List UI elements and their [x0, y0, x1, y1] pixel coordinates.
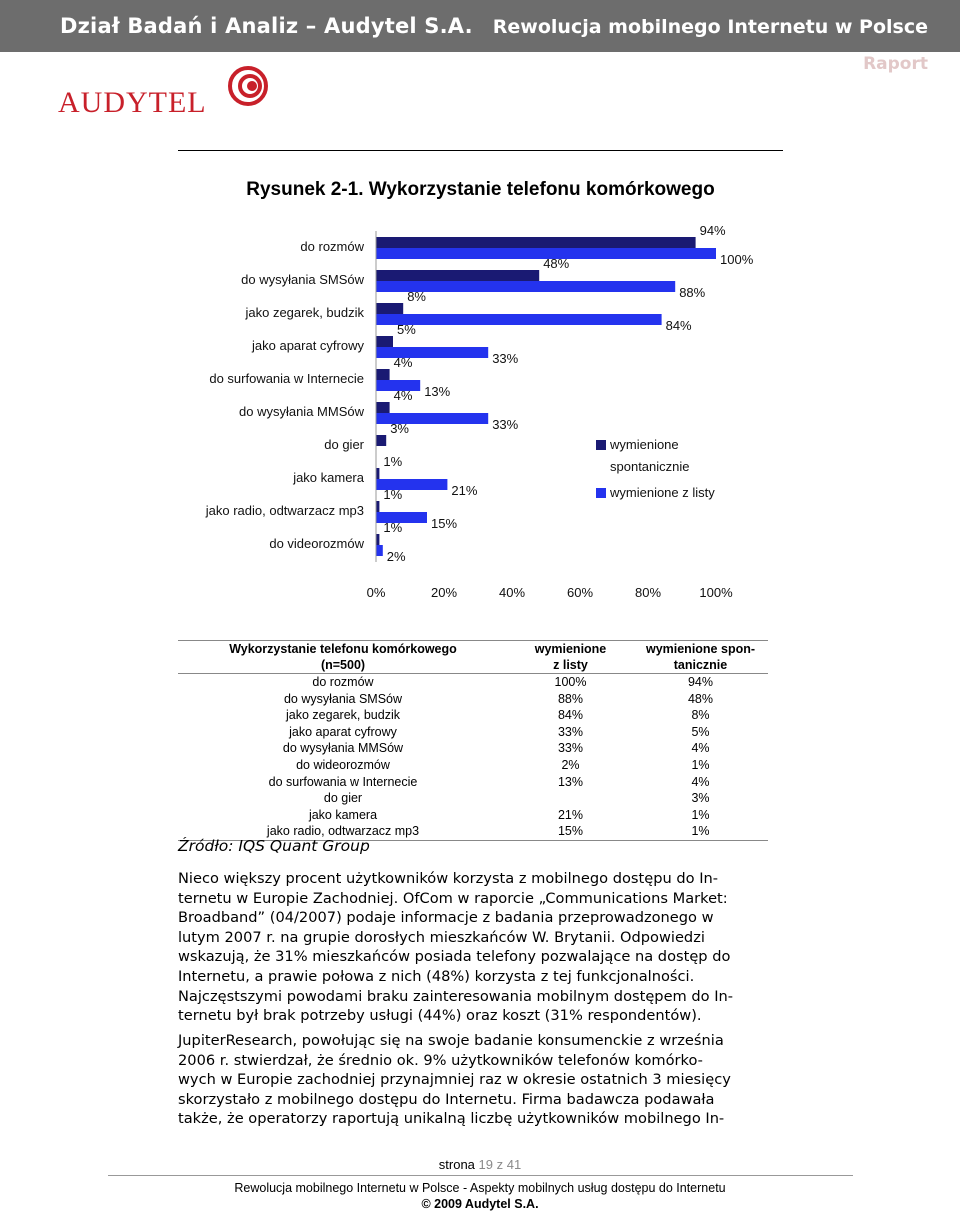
legend-label: wymienione z listy — [610, 485, 715, 500]
text-line: Nieco większy procent użytkowników korzysta z mobilnego dostępu do In- — [178, 870, 719, 887]
footer-copyright: © 2009 Audytel S.A. — [421, 1197, 539, 1211]
table-cell: do gier — [323, 791, 363, 806]
paragraph-ofcom — [178, 869, 784, 1026]
table-row — [178, 774, 768, 791]
header-line: wymienione — [534, 642, 607, 656]
category-label: do rozmów — [300, 239, 364, 254]
table-cell: jako radio, odtwarzacz mp3 — [178, 823, 508, 840]
data-label-spontaneous: 8% — [407, 289, 426, 304]
figure-title: Rysunek 2-1. Wykorzystanie telefonu komórkowego — [178, 150, 783, 201]
header-report-title: Rewolucja mobilnego Internetu w Polsce — [492, 16, 928, 38]
page-indicator — [0, 1157, 960, 1172]
table-cell: do rozmów — [312, 675, 374, 689]
logo-text: AUDYTEL — [58, 86, 207, 119]
table-cell: 94% — [687, 675, 714, 689]
data-label-from-list: 88% — [679, 285, 706, 300]
table-row — [178, 674, 768, 691]
table-header-category — [178, 641, 508, 674]
text-line: ternetu w Europie Zachodniej. OfCom w raporcie „Communications Market: — [178, 889, 728, 907]
bar-spontaneous — [376, 303, 403, 314]
header-line: z listy — [553, 658, 588, 672]
bar-from-list — [376, 314, 662, 325]
page-number: 19 z 41 — [478, 1157, 522, 1172]
logo-swirl-icon — [230, 68, 266, 104]
bar-spontaneous — [376, 270, 539, 281]
data-label-spontaneous: 1% — [383, 454, 403, 469]
bar-from-list — [376, 545, 383, 556]
table-cell: 21% — [557, 807, 584, 822]
bar-chart — [0, 225, 960, 610]
table-cell: 33% — [557, 724, 584, 739]
table-row — [178, 807, 768, 824]
data-label-from-list: 100% — [720, 252, 754, 267]
data-label-from-list: 2% — [386, 549, 406, 564]
data-label-spontaneous: 3% — [390, 421, 409, 436]
table-cell: jako zegarek, budzik — [286, 708, 400, 723]
table-cell: 4% — [691, 774, 710, 789]
legend-swatch-from-list — [596, 488, 606, 498]
x-tick-label: 60% — [566, 585, 594, 600]
paragraph-jupiter — [178, 1031, 784, 1129]
table-cell: 4% — [691, 741, 710, 756]
text-line: JupiterResearch, powołując się na swoje badanie konsumenckie z września — [178, 1032, 724, 1049]
table-cell: 48% — [687, 691, 714, 706]
table-row — [178, 707, 768, 724]
data-label-spontaneous: 4% — [393, 355, 413, 370]
text-line: skorzystało z mobilnego dostępu do Internetu. Firma badawcza podawała — [178, 1090, 715, 1108]
bar-spontaneous — [376, 435, 386, 446]
data-label-spontaneous: 5% — [397, 322, 416, 337]
source-note: Źródło: IQS Quant Group — [178, 837, 370, 855]
table-cell: 33% — [557, 741, 584, 756]
table-row — [178, 691, 768, 708]
legend-label: spontanicznie — [610, 459, 690, 474]
audytel-logo — [58, 64, 298, 124]
table-cell: 88% — [557, 691, 584, 706]
header-line: wymienione spon- — [645, 642, 756, 656]
table-cell: jako aparat cyfrowy — [289, 724, 397, 739]
category-label: do wysyłania MMSów — [239, 404, 364, 419]
bar-spontaneous — [376, 534, 379, 545]
text-line: ternetu był brak potrzeby usługi (44%) oraz koszt (31% respondentów). — [178, 1007, 702, 1025]
table-cell — [508, 790, 633, 807]
bar-spontaneous — [376, 468, 379, 479]
table-cell: jako kamera — [308, 807, 378, 822]
text-line: wych w Europie zachodniej przynajmniej raz w okresie ostatnich 3 miesięcy — [178, 1071, 731, 1089]
bar-spontaneous — [376, 402, 390, 413]
table-cell: 1% — [691, 807, 710, 822]
text-line: także, że operatorzy raportują unikalną liczbę użytkowników mobilnego In- — [178, 1110, 725, 1128]
header-line: (n=500) — [320, 658, 366, 672]
x-tick-label: 80% — [634, 585, 662, 600]
table-cell: 15% — [508, 823, 633, 840]
data-label-from-list: 33% — [492, 417, 519, 432]
table-cell: 1% — [691, 757, 710, 772]
text-line: lutym 2007 r. na grupie dorosłych mieszkańców W. Brytanii. Odpowiedzi — [178, 928, 705, 946]
table-row — [178, 757, 768, 774]
category-label: do gier — [324, 437, 364, 452]
legend-swatch-spontaneous — [596, 440, 606, 450]
header-bar — [0, 0, 960, 52]
table-row — [178, 740, 768, 757]
data-label-from-list: 13% — [424, 384, 451, 399]
table-cell: do surfowania w Internecie — [268, 774, 418, 789]
table-header-row — [178, 641, 768, 674]
footer-divider — [108, 1175, 853, 1176]
header-line: Wykorzystanie telefonu komórkowego — [229, 642, 457, 656]
data-table — [178, 640, 768, 841]
category-label: do wysyłania SMSów — [241, 272, 364, 287]
bar-spontaneous — [376, 336, 393, 347]
category-label: jako aparat cyfrowy — [252, 338, 364, 353]
category-label: do surfowania w Internecie — [209, 371, 364, 386]
bar-spontaneous — [376, 501, 379, 512]
data-label-spontaneous: 1% — [383, 487, 403, 502]
text-line: Internetu, a prawie połowa z nich (48%) korzysta z tej funkcjonalności. — [178, 967, 695, 985]
category-label: jako radio, odtwarzacz mp3 — [205, 503, 364, 518]
category-label: jako zegarek, budzik — [245, 305, 364, 320]
x-tick-label: 100% — [699, 585, 733, 600]
text-line: Broadband” (04/2007) podaje informacje z badania przeprowadzonego w — [178, 909, 714, 927]
table-cell: 13% — [557, 774, 584, 789]
table-cell: 1% — [633, 823, 768, 840]
footer-title: Rewolucja mobilnego Internetu w Polsce - Aspekty mobilnych usług dostępu do Internetu — [234, 1181, 726, 1195]
table-cell: 8% — [691, 708, 710, 723]
text-line: wskazują, że 31% mieszkańców posiada telefony pozwalające na dostęp do — [178, 948, 731, 966]
x-tick-label: 0% — [366, 585, 386, 600]
table-cell: do wideorozmów — [296, 757, 390, 772]
header-line: tanicznie — [673, 658, 728, 672]
table-cell: 100% — [554, 675, 587, 689]
x-tick-label: 40% — [498, 585, 526, 600]
data-label-spontaneous: 4% — [393, 388, 413, 403]
table-cell: do wysyłania MMSów — [282, 741, 404, 756]
bar-spontaneous — [376, 369, 390, 380]
data-label-spontaneous: 48% — [543, 256, 570, 271]
table-cell: do wysyłania SMSów — [283, 691, 403, 706]
data-label-from-list: 15% — [431, 516, 458, 531]
table-row — [178, 724, 768, 741]
x-tick-label: 20% — [430, 585, 458, 600]
table-cell: 2% — [561, 757, 580, 772]
table-cell: 3% — [691, 791, 710, 806]
table-header-from-list — [508, 641, 633, 674]
data-label-from-list: 21% — [451, 483, 478, 498]
category-label: do videorozmów — [269, 536, 364, 551]
report-label: Raport — [863, 54, 928, 74]
bar-spontaneous — [376, 237, 696, 248]
text-line: Najczęstszymi powodami braku zainteresowania mobilnym dostępem do In- — [178, 987, 734, 1005]
data-label-from-list: 33% — [492, 351, 519, 366]
data-label-spontaneous: 1% — [383, 520, 403, 535]
table-cell: 84% — [557, 708, 584, 723]
table-header-spontaneous — [633, 641, 768, 674]
category-label: jako kamera — [293, 470, 364, 485]
table-row — [178, 790, 768, 807]
data-label-from-list: 84% — [665, 318, 692, 333]
data-label-spontaneous: 94% — [699, 225, 726, 238]
table-cell: 5% — [691, 724, 710, 739]
text-line: 2006 r. stwierdzał, że średnio ok. 9% użytkowników telefonów komórko- — [178, 1051, 703, 1069]
header-department: Dział Badań i Analiz – Audytel S.A. — [60, 14, 473, 38]
legend-label: wymienione — [610, 437, 679, 452]
page-prefix: strona — [438, 1157, 475, 1172]
